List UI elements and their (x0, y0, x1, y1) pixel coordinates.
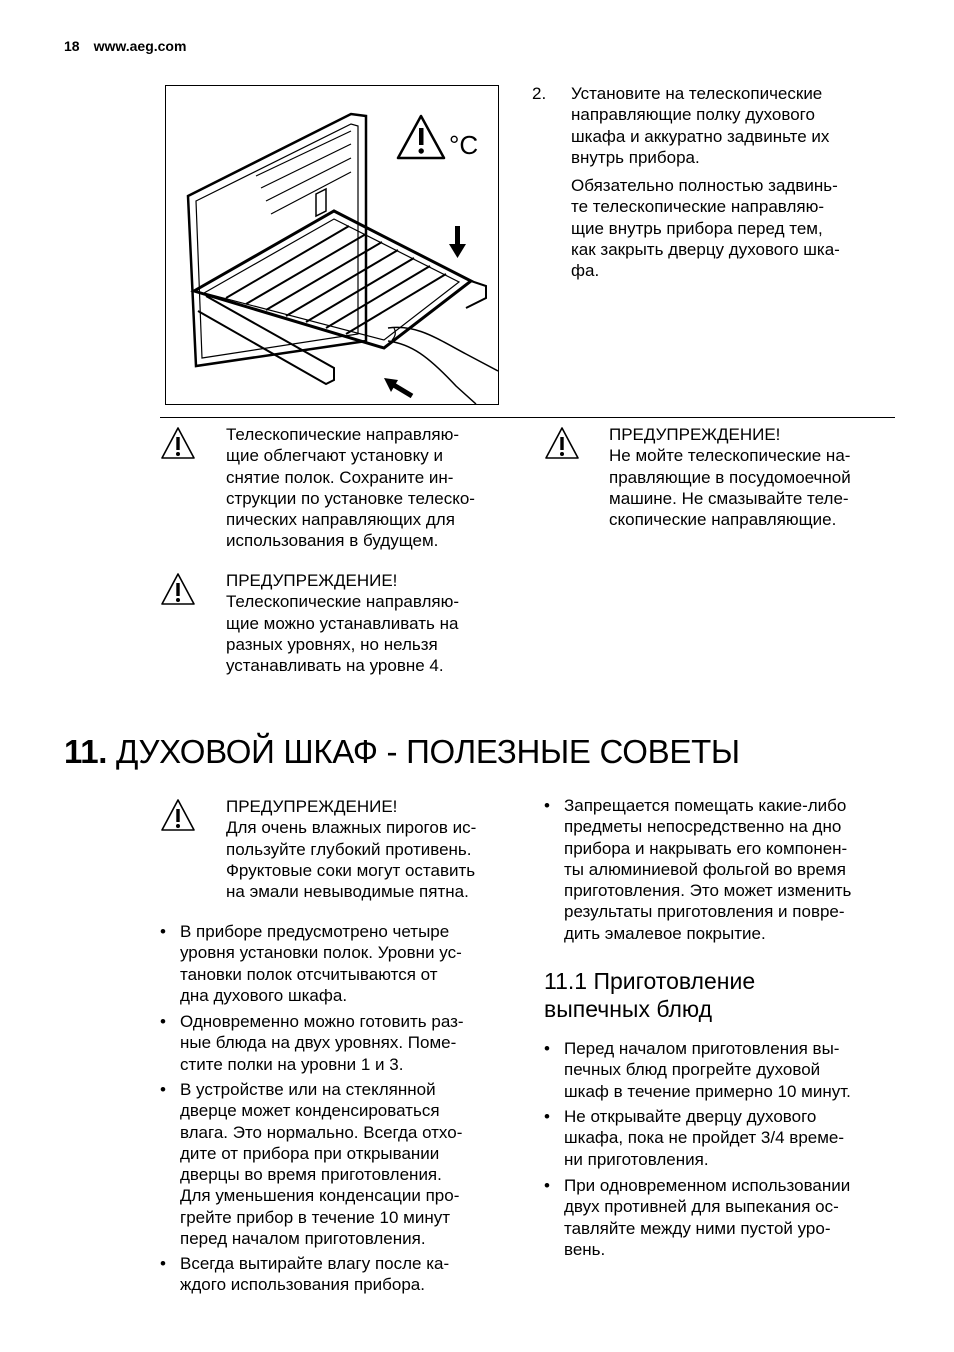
warning-title: ПРЕДУПРЕЖДЕНИЕ! (226, 571, 398, 590)
list-item: • Запрещается помещать какие-либо предметы непосредственно на дно прибора и накрывать его компонен- ты алюминиевой фольгой во время приготовления. Это может изменить результаты приготовления и повре- дить эмалевое покрытие. (544, 796, 852, 943)
list-item: • Всегда вытирайте влагу после ка- ждого использования прибора. (160, 1254, 450, 1295)
step-2-text: Установите на телескопические направляющие полку духового шкафа и аккуратно задвиньте их внутрь прибора. (571, 84, 830, 167)
subsection-heading (544, 967, 755, 1023)
warning-pies: ПРЕДУПРЕЖДЕНИЕ! Для очень влажных пирогов ис- пользуйте глубокий противень. Фруктовые соки могут оставить на эмали невыводимые пятна. (226, 797, 477, 902)
chapter-title: ДУХОВОЙ ШКАФ - ПОЛЕЗНЫЕ СОВЕТЫ (116, 733, 740, 770)
celsius-label: °C (449, 130, 479, 160)
chapter-heading (64, 733, 740, 771)
step-2-number: 2. (532, 84, 547, 103)
list-item: • Перед началом приготовления вы- печных блюд прогрейте духовой шкаф в течение примерно 10 минут. (544, 1039, 851, 1101)
page-header (64, 38, 186, 54)
page-number: 18 (64, 38, 80, 54)
warning-icon (160, 798, 196, 832)
list-item: • В устройстве или на стеклянной дверце может конденсироваться влага. Это нормально. Всегда отхо- дите от прибора при открывании дверцы во время приготовления. Для уменьшения конденсации про- грейте прибор в течение 10 минут перед началом приготовления. (160, 1080, 463, 1249)
warning-icon (160, 572, 196, 606)
chapter-number: 11. (64, 733, 108, 770)
subsection-number: 11.1 (544, 968, 588, 994)
bullet-icon: • (160, 1254, 166, 1273)
bullet-icon: • (160, 922, 166, 941)
warning-icon (160, 426, 196, 460)
warning-dishwasher: ПРЕДУПРЕЖДЕНИЕ! Не мойте телескопические на- правляющие в посудомоечной машине. Не смазывайте теле- скопические направляющие. (609, 425, 851, 530)
warning-title: ПРЕДУПРЕЖДЕНИЕ! (609, 425, 781, 444)
warning-temperature-icon (398, 116, 444, 158)
bullet-icon: • (544, 796, 550, 815)
bullet-icon: • (544, 1107, 550, 1126)
section-divider (160, 417, 895, 418)
warning-title: ПРЕДУПРЕЖДЕНИЕ! (226, 797, 398, 816)
warning-icon (544, 426, 580, 460)
bullet-icon: • (160, 1012, 166, 1031)
oven-illustration (165, 85, 499, 405)
oven-shelf-drawing (166, 86, 498, 404)
note-telescopic-info: Телескопические направляю- щие облегчают установку и снятие полок. Сохраните ин- струкции по установке телеско- пических направляющих для использования в будущем. (226, 425, 475, 551)
subsection-title-line-2: выпечных блюд (544, 996, 713, 1022)
bullet-icon: • (544, 1039, 550, 1058)
bullet-icon: • (160, 1080, 166, 1099)
list-item: • Одновременно можно готовить раз- ные блюда на двух уровнях. Поме- стите полки на уровни 1 и 3. (160, 1012, 464, 1074)
step-2-note: Обязательно полностью задвинь- те телескопические направляю- щие внутрь прибора перед тем, как закрыть дверцу духового шка- фа. (571, 176, 840, 281)
warning-levels: ПРЕДУПРЕЖДЕНИЕ! Телескопические направляю- щие можно устанавливать на разных уровнях, но нельзя устанавливать на уровне 4. (226, 571, 460, 676)
list-item: • При одновременном использовании двух противней для выпекания ос- тавляйте между ними пустой уро- вень. (544, 1176, 851, 1259)
list-item: • В приборе предусмотрено четыре уровня установки полок. Уровни ус- тановки полок отсчитываются от дна духового шкафа. (160, 922, 462, 1005)
subsection-title-line-1: Приготовление (593, 968, 756, 994)
list-item: • Не открывайте дверцу духового шкафа, пока не пройдет 3/4 време- ни приготовления. (544, 1107, 845, 1169)
site-url: www.aeg.com (93, 38, 187, 54)
bullet-icon: • (544, 1176, 550, 1195)
